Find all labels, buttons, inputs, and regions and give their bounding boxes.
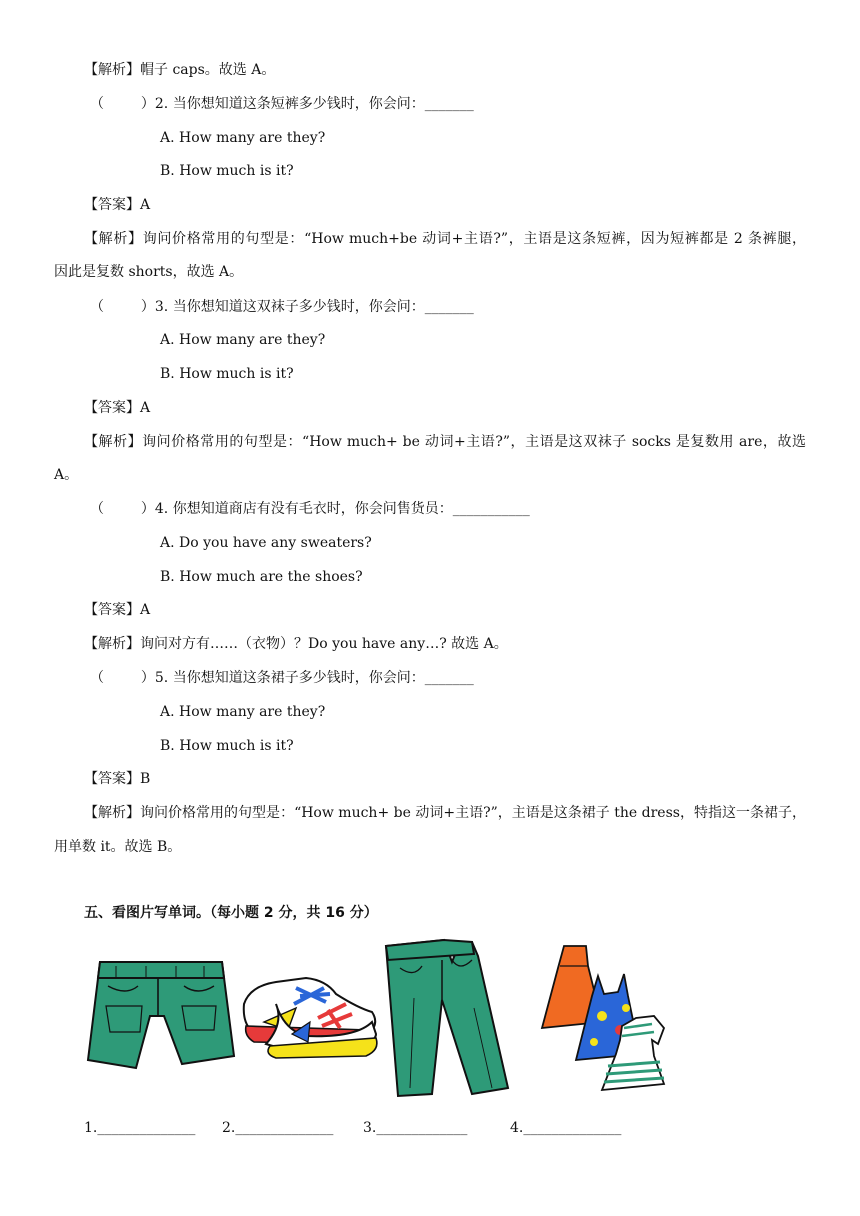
option-b: B. How much is it? <box>160 163 294 179</box>
answer-blanks <box>0 1118 860 1140</box>
option-a: A. Do you have any sweaters? <box>160 535 372 551</box>
option-a: A. How many are they? <box>160 332 326 348</box>
option-b: B. How much is it? <box>160 366 294 382</box>
sneakers-picture <box>236 964 382 1064</box>
option-b: B. How much is it? <box>160 738 294 754</box>
blank-4[interactable]: 4.______________ <box>510 1120 622 1136</box>
option-a: A. How many are they? <box>160 704 326 720</box>
question-3: （ ）3. 当你想知道这双袜子多少钱时，你会问：_______ <box>90 299 474 315</box>
trousers-picture <box>380 938 514 1098</box>
question-5: （ ）5. 当你想知道这条裙子多少钱时，你会问：_______ <box>90 670 474 686</box>
answer-line: 【答案】A <box>84 602 151 618</box>
shorts-picture <box>86 956 236 1076</box>
option-a: A. How many are they? <box>160 130 326 146</box>
answer-line: 【答案】A <box>84 400 151 416</box>
analysis-line: 【解析】帽子 caps。故选 A。 <box>84 62 276 78</box>
analysis-line: 【解析】询问对方有……（衣物）？Do you have any…? 故选 A。 <box>84 636 508 652</box>
option-b: B. How much are the shoes? <box>160 569 363 585</box>
clothing-pictures <box>84 938 674 1098</box>
dresses-picture <box>536 944 670 1094</box>
blank-1[interactable]: 1.______________ <box>84 1120 196 1136</box>
analysis-line: 【解析】询问价格常用的句型是：“How much+ be 动词+主语?”，主语是这条裙子 the dress，特指这一条裙子， <box>84 805 806 821</box>
answer-line: 【答案】A <box>84 197 151 213</box>
question-2: （ ）2. 当你想知道这条短裤多少钱时，你会问：_______ <box>90 96 474 112</box>
analysis-line-cont: 因此是复数 shorts，故选 A。 <box>54 264 244 280</box>
answer-line: 【答案】B <box>84 771 151 787</box>
analysis-line-cont: A。 <box>54 467 79 483</box>
blank-2[interactable]: 2.______________ <box>222 1120 334 1136</box>
section-heading: 五、看图片写单词。（每小题 2 分，共 16 分） <box>84 905 378 921</box>
analysis-line-cont: 用单数 it。故选 B。 <box>54 839 182 855</box>
analysis-line: 【解析】询问价格常用的句型是：“How much+ be 动词+主语?”，主语是这双袜子 socks 是复数用 are，故选 <box>84 434 806 450</box>
question-4: （ ）4. 你想知道商店有没有毛衣时，你会问售货员：___________ <box>90 501 530 517</box>
blank-3[interactable]: 3._____________ <box>363 1120 468 1136</box>
analysis-line: 【解析】询问价格常用的句型是：“How much+be 动词+主语?”，主语是这条短裤，因为短裤都是 2 条裤腿， <box>84 231 806 247</box>
